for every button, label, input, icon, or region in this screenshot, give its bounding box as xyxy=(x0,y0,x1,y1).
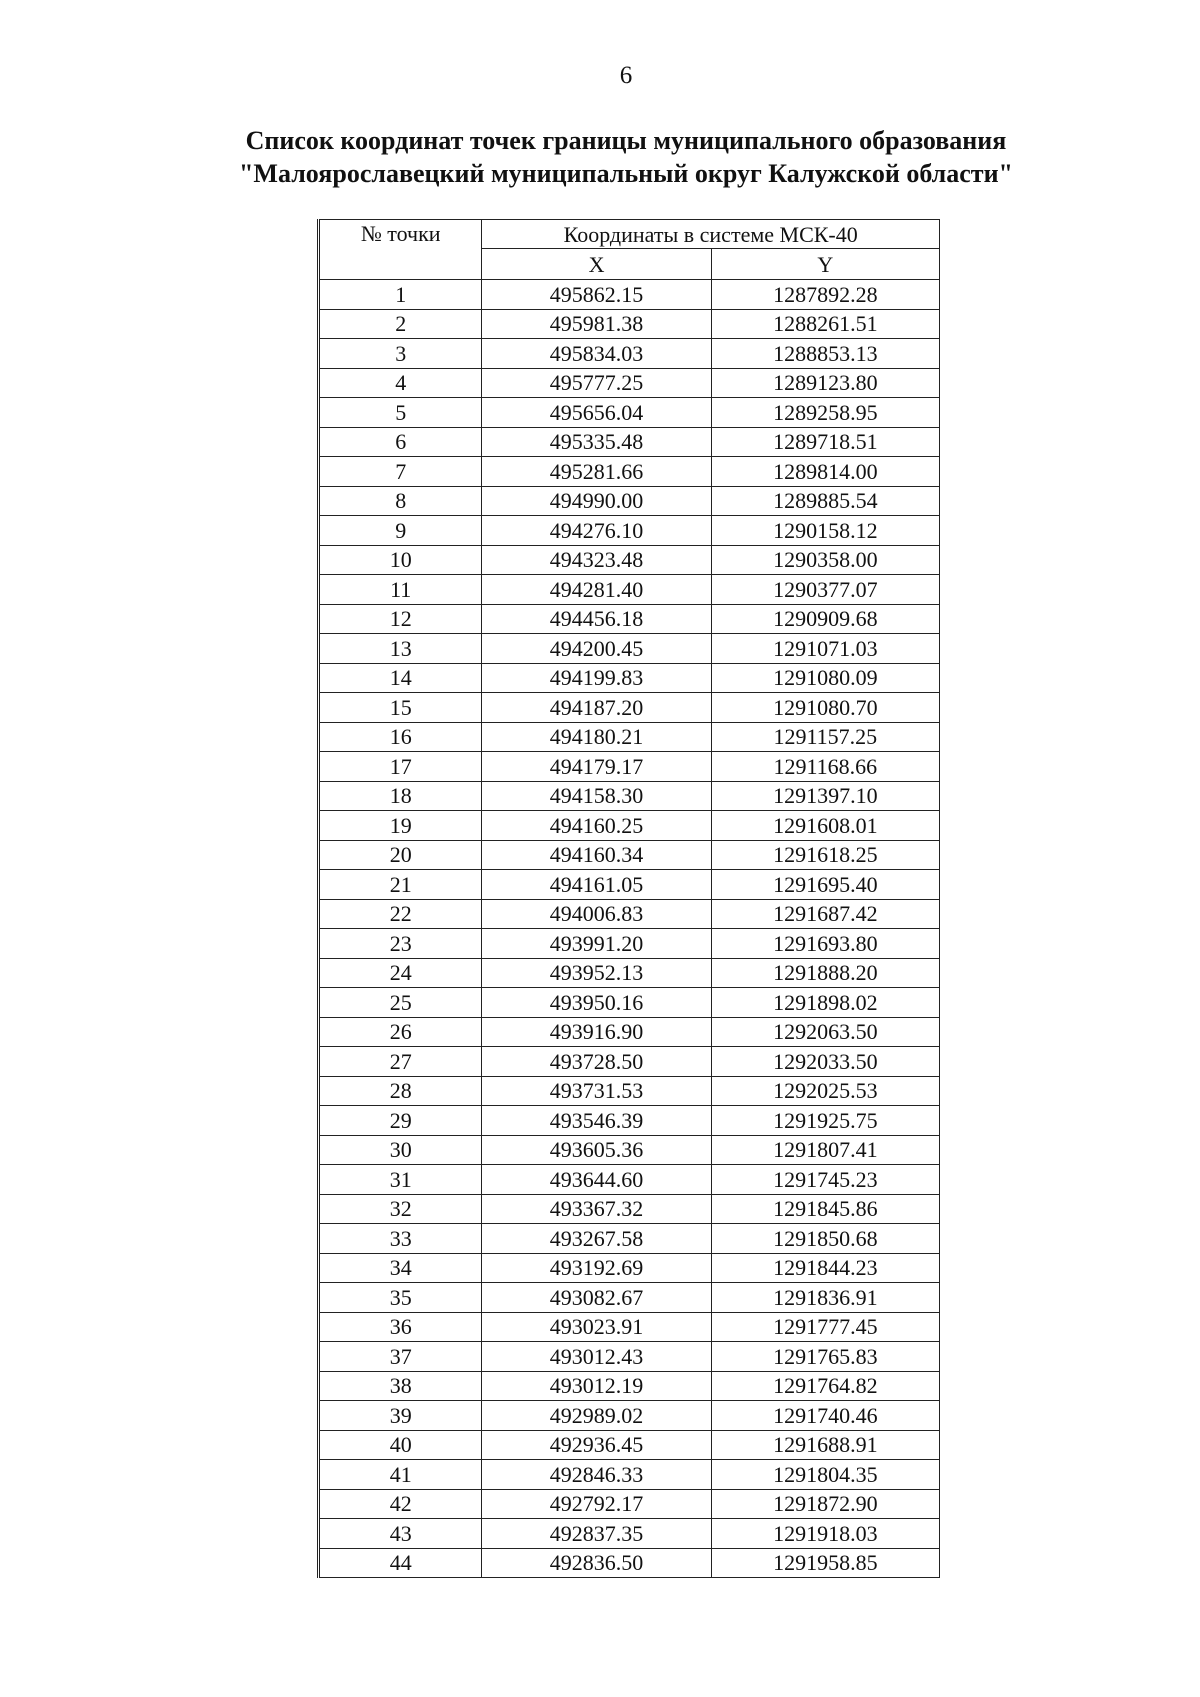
cell-point-number: 39 xyxy=(319,1401,482,1431)
cell-y: 1289123.80 xyxy=(711,368,939,398)
table-row xyxy=(319,1047,940,1077)
cell-y: 1288261.51 xyxy=(711,309,939,339)
cell-x: 494006.83 xyxy=(482,899,711,929)
cell-point-number: 7 xyxy=(319,457,482,487)
cell-point-number: 11 xyxy=(319,575,482,605)
cell-x: 494158.30 xyxy=(482,781,711,811)
cell-y: 1291688.91 xyxy=(711,1430,939,1460)
table-row xyxy=(319,1460,940,1490)
cell-y: 1291898.02 xyxy=(711,988,939,1018)
cell-x: 495335.48 xyxy=(482,427,711,457)
table-row xyxy=(319,722,940,752)
table-row xyxy=(319,1165,940,1195)
cell-y: 1291918.03 xyxy=(711,1519,939,1549)
cell-x: 494990.00 xyxy=(482,486,711,516)
cell-x: 492936.45 xyxy=(482,1430,711,1460)
cell-point-number: 44 xyxy=(319,1548,482,1578)
cell-point-number: 38 xyxy=(319,1371,482,1401)
cell-x: 494276.10 xyxy=(482,516,711,546)
table-row xyxy=(319,958,940,988)
cell-y: 1291608.01 xyxy=(711,811,939,841)
cell-point-number: 36 xyxy=(319,1312,482,1342)
cell-point-number: 28 xyxy=(319,1076,482,1106)
table-row xyxy=(319,1017,940,1047)
table-row xyxy=(319,929,940,959)
cell-y: 1291695.40 xyxy=(711,870,939,900)
table-row xyxy=(319,575,940,605)
cell-y: 1291080.09 xyxy=(711,663,939,693)
cell-x: 493546.39 xyxy=(482,1106,711,1136)
cell-x: 492846.33 xyxy=(482,1460,711,1490)
cell-x: 494180.21 xyxy=(482,722,711,752)
table-row xyxy=(319,1253,940,1283)
table-row xyxy=(319,339,940,369)
table-body xyxy=(319,280,940,1578)
cell-x: 493192.69 xyxy=(482,1253,711,1283)
cell-y: 1291844.23 xyxy=(711,1253,939,1283)
table-row xyxy=(319,870,940,900)
cell-point-number: 31 xyxy=(319,1165,482,1195)
cell-point-number: 40 xyxy=(319,1430,482,1460)
cell-x: 492989.02 xyxy=(482,1401,711,1431)
cell-x: 492836.50 xyxy=(482,1548,711,1578)
cell-point-number: 9 xyxy=(319,516,482,546)
table-row xyxy=(319,663,940,693)
table-row xyxy=(319,840,940,870)
cell-point-number: 29 xyxy=(319,1106,482,1136)
cell-y: 1291080.70 xyxy=(711,693,939,723)
cell-x: 493731.53 xyxy=(482,1076,711,1106)
table-row xyxy=(319,693,940,723)
cell-x: 495656.04 xyxy=(482,398,711,428)
cell-x: 494160.34 xyxy=(482,840,711,870)
cell-x: 494160.25 xyxy=(482,811,711,841)
cell-x: 494281.40 xyxy=(482,575,711,605)
cell-point-number: 26 xyxy=(319,1017,482,1047)
cell-x: 494179.17 xyxy=(482,752,711,782)
table-row xyxy=(319,1401,940,1431)
cell-y: 1289718.51 xyxy=(711,427,939,457)
cell-y: 1289258.95 xyxy=(711,398,939,428)
cell-y: 1291807.41 xyxy=(711,1135,939,1165)
cell-x: 495834.03 xyxy=(482,339,711,369)
cell-point-number: 8 xyxy=(319,486,482,516)
cell-y: 1291845.86 xyxy=(711,1194,939,1224)
title-line-1: Список координат точек границы муниципального образования xyxy=(245,126,1007,155)
cell-x: 493023.91 xyxy=(482,1312,711,1342)
table-row xyxy=(319,486,940,516)
document-title xyxy=(0,124,1200,190)
cell-y: 1292063.50 xyxy=(711,1017,939,1047)
table-header-row xyxy=(319,220,940,249)
table-row xyxy=(319,1194,940,1224)
cell-x: 492837.35 xyxy=(482,1519,711,1549)
table-row xyxy=(319,1430,940,1460)
table-row xyxy=(319,811,940,841)
cell-point-number: 17 xyxy=(319,752,482,782)
cell-y: 1291071.03 xyxy=(711,634,939,664)
table-row xyxy=(319,368,940,398)
table-row xyxy=(319,899,940,929)
cell-x: 495862.15 xyxy=(482,280,711,310)
cell-point-number: 18 xyxy=(319,781,482,811)
cell-y: 1291168.66 xyxy=(711,752,939,782)
cell-x: 493916.90 xyxy=(482,1017,711,1047)
cell-point-number: 41 xyxy=(319,1460,482,1490)
cell-y: 1291836.91 xyxy=(711,1283,939,1313)
cell-y: 1291850.68 xyxy=(711,1224,939,1254)
cell-y: 1291740.46 xyxy=(711,1401,939,1431)
cell-x: 493267.58 xyxy=(482,1224,711,1254)
cell-y: 1291693.80 xyxy=(711,929,939,959)
table-row xyxy=(319,1371,940,1401)
cell-point-number: 24 xyxy=(319,958,482,988)
cell-y: 1291872.90 xyxy=(711,1489,939,1519)
title-line-2: "Малоярославецкий муниципальный округ Калужской области" xyxy=(239,159,1013,188)
cell-x: 494456.18 xyxy=(482,604,711,634)
table-row xyxy=(319,1076,940,1106)
cell-point-number: 14 xyxy=(319,663,482,693)
cell-x: 493991.20 xyxy=(482,929,711,959)
cell-y: 1291925.75 xyxy=(711,1106,939,1136)
cell-point-number: 23 xyxy=(319,929,482,959)
cell-x: 493367.32 xyxy=(482,1194,711,1224)
cell-y: 1291687.42 xyxy=(711,899,939,929)
table-row xyxy=(319,634,940,664)
coordinates-table xyxy=(317,219,940,1578)
header-y: Y xyxy=(711,249,939,280)
cell-point-number: 30 xyxy=(319,1135,482,1165)
cell-point-number: 21 xyxy=(319,870,482,900)
table-row xyxy=(319,457,940,487)
cell-y: 1289814.00 xyxy=(711,457,939,487)
table-row xyxy=(319,1519,940,1549)
table-row xyxy=(319,280,940,310)
header-x: X xyxy=(482,249,711,280)
table-row xyxy=(319,1283,940,1313)
cell-point-number: 43 xyxy=(319,1519,482,1549)
cell-point-number: 10 xyxy=(319,545,482,575)
cell-point-number: 19 xyxy=(319,811,482,841)
cell-y: 1291888.20 xyxy=(711,958,939,988)
cell-point-number: 27 xyxy=(319,1047,482,1077)
cell-y: 1291745.23 xyxy=(711,1165,939,1195)
cell-point-number: 5 xyxy=(319,398,482,428)
cell-point-number: 15 xyxy=(319,693,482,723)
cell-x: 494161.05 xyxy=(482,870,711,900)
cell-point-number: 22 xyxy=(319,899,482,929)
cell-y: 1290909.68 xyxy=(711,604,939,634)
table-row xyxy=(319,1106,940,1136)
cell-x: 495981.38 xyxy=(482,309,711,339)
table-row xyxy=(319,516,940,546)
cell-x: 493644.60 xyxy=(482,1165,711,1195)
cell-x: 493605.36 xyxy=(482,1135,711,1165)
cell-y: 1291157.25 xyxy=(711,722,939,752)
cell-point-number: 32 xyxy=(319,1194,482,1224)
table-row xyxy=(319,1312,940,1342)
table-row xyxy=(319,781,940,811)
cell-x: 493950.16 xyxy=(482,988,711,1018)
cell-y: 1291804.35 xyxy=(711,1460,939,1490)
cell-x: 494323.48 xyxy=(482,545,711,575)
cell-x: 494200.45 xyxy=(482,634,711,664)
cell-point-number: 33 xyxy=(319,1224,482,1254)
cell-point-number: 6 xyxy=(319,427,482,457)
cell-y: 1288853.13 xyxy=(711,339,939,369)
table-row xyxy=(319,988,940,1018)
cell-point-number: 37 xyxy=(319,1342,482,1372)
cell-x: 494187.20 xyxy=(482,693,711,723)
table-row xyxy=(319,604,940,634)
table-row xyxy=(319,309,940,339)
cell-point-number: 20 xyxy=(319,840,482,870)
cell-point-number: 42 xyxy=(319,1489,482,1519)
table-row xyxy=(319,545,940,575)
cell-y: 1292025.53 xyxy=(711,1076,939,1106)
cell-point-number: 3 xyxy=(319,339,482,369)
cell-x: 492792.17 xyxy=(482,1489,711,1519)
cell-point-number: 25 xyxy=(319,988,482,1018)
cell-x: 494199.83 xyxy=(482,663,711,693)
cell-point-number: 12 xyxy=(319,604,482,634)
cell-point-number: 35 xyxy=(319,1283,482,1313)
cell-x: 493082.67 xyxy=(482,1283,711,1313)
cell-y: 1291765.83 xyxy=(711,1342,939,1372)
cell-x: 495777.25 xyxy=(482,368,711,398)
cell-x: 493012.19 xyxy=(482,1371,711,1401)
cell-point-number: 2 xyxy=(319,309,482,339)
cell-point-number: 34 xyxy=(319,1253,482,1283)
cell-y: 1291764.82 xyxy=(711,1371,939,1401)
cell-y: 1287892.28 xyxy=(711,280,939,310)
cell-y: 1291618.25 xyxy=(711,840,939,870)
header-coordinates: Координаты в системе МСК-40 xyxy=(482,220,940,249)
cell-y: 1290158.12 xyxy=(711,516,939,546)
cell-x: 495281.66 xyxy=(482,457,711,487)
cell-y: 1291958.85 xyxy=(711,1548,939,1578)
cell-x: 493728.50 xyxy=(482,1047,711,1077)
table-row xyxy=(319,1489,940,1519)
cell-point-number: 13 xyxy=(319,634,482,664)
header-point-number: № точки xyxy=(319,220,482,280)
cell-x: 493952.13 xyxy=(482,958,711,988)
cell-y: 1291777.45 xyxy=(711,1312,939,1342)
cell-y: 1289885.54 xyxy=(711,486,939,516)
table-row xyxy=(319,427,940,457)
table-row xyxy=(319,1224,940,1254)
cell-y: 1290358.00 xyxy=(711,545,939,575)
cell-point-number: 4 xyxy=(319,368,482,398)
cell-y: 1290377.07 xyxy=(711,575,939,605)
cell-point-number: 16 xyxy=(319,722,482,752)
cell-y: 1292033.50 xyxy=(711,1047,939,1077)
table-row xyxy=(319,1342,940,1372)
table-row xyxy=(319,752,940,782)
cell-y: 1291397.10 xyxy=(711,781,939,811)
cell-point-number: 1 xyxy=(319,280,482,310)
cell-x: 493012.43 xyxy=(482,1342,711,1372)
page-number: 6 xyxy=(619,62,633,89)
table-row xyxy=(319,1135,940,1165)
table-row xyxy=(319,1548,940,1578)
table-row xyxy=(319,398,940,428)
